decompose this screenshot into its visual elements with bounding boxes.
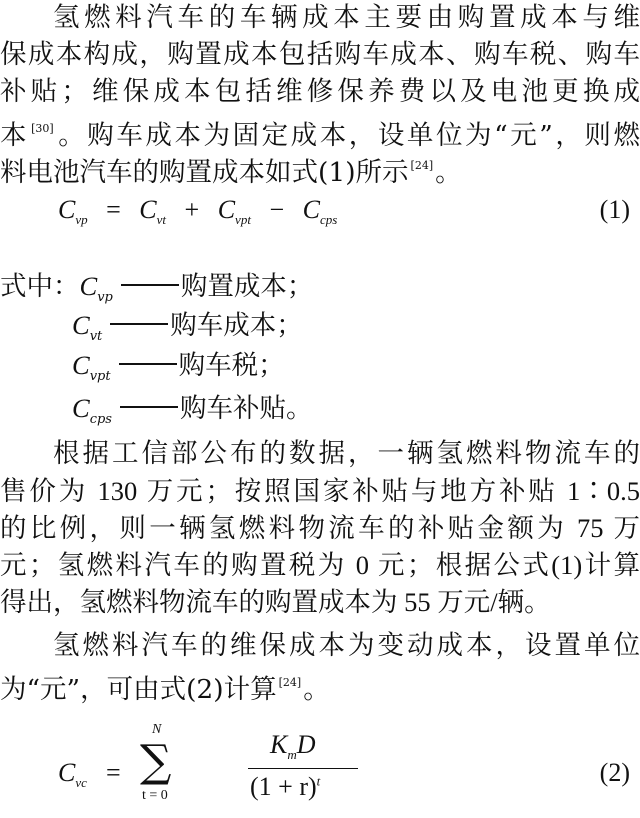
definition-dash — [121, 284, 179, 286]
fraction-bar — [248, 768, 358, 769]
def-symbol: C — [72, 310, 90, 340]
definitions-intro: 式中： — [0, 271, 80, 302]
equation-2 — [0, 722, 640, 814]
fraction-denominator — [250, 772, 320, 802]
denominator-exponent: t — [316, 773, 321, 789]
definition-dash — [120, 406, 178, 408]
def-text: 购车补贴。 — [179, 393, 313, 424]
definition-1 — [0, 268, 313, 304]
definition-dash — [110, 323, 168, 325]
text-segment: 。购车成本为固定成本，设单位为“元”，则燃 — [55, 120, 640, 151]
citation: [24] — [278, 676, 302, 689]
text-segment: 。 — [435, 157, 462, 188]
definition-2 — [72, 307, 303, 343]
paragraph-1-line-2: 保成本构成，购置成本包括购车成本、购车税、购车 — [0, 39, 640, 70]
eq1-term-1: C — [139, 195, 157, 224]
paragraph-2-line-4: 元；氢燃料汽车的购置税为 0 元；根据公式(1)计算 — [0, 550, 640, 580]
eq2-lhs-sub: vc — [75, 775, 87, 790]
paragraph-1-line-3: 补贴；维保成本包括维修保养费以及电池更换成 — [0, 76, 640, 107]
paragraph-1-line-1: 氢燃料汽车的车辆成本主要由购置成本与维 — [53, 2, 640, 33]
eq1-plus: + — [184, 195, 200, 224]
definition-3 — [72, 347, 285, 383]
paragraph-1-line-5 — [0, 148, 640, 188]
definition-4 — [72, 390, 312, 426]
def-text: 购车成本； — [170, 310, 303, 341]
numerator-sub: m — [287, 747, 297, 762]
eq1-minus: − — [269, 195, 285, 224]
eq1-lhs: C — [58, 195, 76, 224]
summation-symbol: ∑ — [140, 736, 172, 787]
eq1-term-2: C — [217, 195, 236, 224]
paragraph-3-line-1: 氢燃料汽车的维保成本为变动成本，设置单位 — [53, 630, 640, 661]
paragraph-1-line-4 — [0, 111, 640, 151]
def-text: 购车税； — [178, 350, 285, 381]
citation: [30] — [31, 122, 54, 135]
sum-upper-limit: N — [152, 722, 162, 737]
def-symbol: C — [72, 393, 90, 423]
text-segment: 为“元”，可由式(2)计算 — [0, 674, 277, 705]
def-symbol-sub: vp — [97, 290, 113, 305]
def-symbol: C — [72, 350, 90, 380]
sum-lower-limit: t = 0 — [142, 788, 168, 803]
def-symbol-sub: vt — [89, 329, 103, 344]
denominator-base: (1 + r) — [250, 772, 317, 801]
text-segment: 料电池汽车的购置成本如式(1)所示 — [0, 157, 409, 188]
paragraph-2-line-2: 售价为 130 万元；按照国家补贴与地方补贴 1∶0.5 — [0, 476, 640, 506]
eq1-term-2-sub: vpt — [235, 212, 251, 227]
def-symbol-sub: cps — [89, 412, 112, 427]
equation-2-number: (2) — [599, 758, 630, 787]
equation-1 — [0, 192, 640, 232]
eq1-term-3-sub: cps — [319, 212, 338, 227]
eq2-equals: = — [106, 758, 121, 787]
paragraph-3-line-2 — [0, 665, 640, 705]
paragraph-2-line-3: 的比例，则一辆氢燃料物流车的补贴金额为 75 万 — [0, 513, 640, 543]
text-segment: 本 — [0, 120, 30, 151]
paragraph-2-line-1: 根据工信部公布的数据，一辆氢燃料物流车的 — [53, 438, 640, 469]
eq2-lhs: C — [58, 758, 76, 787]
def-symbol: C — [79, 271, 98, 301]
def-symbol-sub: vpt — [89, 369, 111, 384]
paragraph-2-line-5: 得出，氢燃料物流车的购置成本为 55 万元/辆。 — [0, 587, 551, 617]
eq1-lhs-sub: vp — [75, 212, 88, 227]
definition-dash — [119, 363, 177, 365]
eq2-lhs-group — [58, 758, 87, 791]
text-segment: 。 — [303, 674, 330, 705]
equation-2-expression — [58, 722, 378, 812]
numerator-k: K — [270, 730, 288, 759]
eq1-term-3: C — [302, 195, 320, 224]
equation-1-number: (1) — [599, 195, 630, 224]
eq1-term-1-sub: vt — [156, 212, 167, 227]
def-text: 购置成本； — [180, 271, 314, 302]
numerator-d: D — [296, 730, 316, 759]
citation: [24] — [410, 159, 434, 172]
eq1-equals: = — [106, 195, 121, 224]
fraction-numerator — [270, 730, 316, 763]
